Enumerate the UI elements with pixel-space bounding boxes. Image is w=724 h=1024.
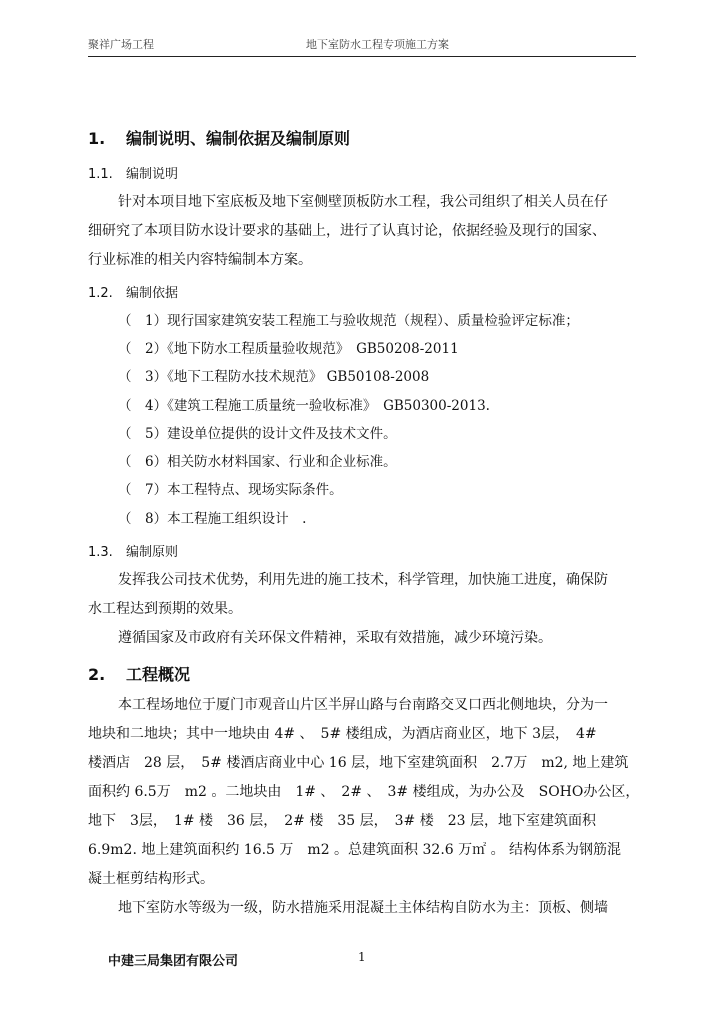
section-title: 编制说明 [126,167,179,182]
section-1-1-heading [88,166,178,184]
header-document-title: 地下室防水工程专项施工方案 [306,38,449,51]
section-1-3-heading [88,544,178,562]
paragraph-line: 地块和二地块；其中一地块由 4# 、 5# 楼组成，为酒店商业区，地下 3层， 4# [88,726,597,742]
paragraph-line: 凝土框剪结构形式。 [88,871,214,887]
paragraph-line: 地下 3层， 1# 楼 36 层， 2# 楼 35 层， 3# 楼 23 层，地下室建筑面积 [88,813,596,829]
footer-company-name: 中建三局集团有限公司 [108,954,239,969]
reference-item: （ 8）本工程施工组织设计 . [118,511,307,527]
paragraph-line: 遵循国家及市政府有关环保文件精神，采取有效措施，减少环境污染。 [118,630,552,646]
paragraph-line: 本工程场地位于厦门市观音山片区半屏山路与台南路交叉口西北侧地块，分为一 [118,697,608,713]
reference-item: （ 1）现行国家建筑安装工程施工与验收规范（规程）、质量检验评定标准； [118,313,579,329]
paragraph-line: 6.9m2. 地上建筑面积约 16.5 万 m2 。总建筑面积 32.6 万㎡ 。 结构体系为钢筋混 [88,842,622,858]
section-title: 编制说明、编制依据及编制原则 [126,129,351,148]
header-project-name: 聚祥广场工程 [88,38,154,51]
section-1-2-heading [88,285,178,303]
paragraph-line: 地下室防水等级为一级，防水措施采用混凝土主体结构自防水为主：顶板、侧墙 [118,900,608,916]
section-number: 1.2. [88,286,113,301]
section-1-heading [88,130,350,148]
reference-item: （ 7）本工程特点、现场实际条件。 [118,482,343,498]
section-title: 编制原则 [126,545,179,560]
paragraph-line: 楼酒店 28 层， 5# 楼酒店商业中心 16 层，地下室建筑面积 2.7万 m2, 地上建筑 [88,755,629,771]
paragraph-line: 发挥我公司技术优势，利用先进的施工技术，科学管理，加快施工进度，确保防 [118,572,608,588]
section-title: 工程概况 [126,665,191,684]
section-2-heading [88,666,190,684]
section-number: 1. [88,129,106,148]
page-number: 1 [358,950,366,964]
header-divider [88,56,636,57]
paragraph-line: 水工程达到预期的效果。 [88,601,242,617]
section-title: 编制依据 [126,286,179,301]
paragraph-line: 细研究了本项目防水设计要求的基础上，进行了认真讨论，依据经验及现行的国家、 [88,223,606,239]
paragraph-line: 面积约 6.5万 m2 。二地块由 1# 、 2# 、 3# 楼组成，为办公及 SOHO办公区， [88,784,640,800]
reference-item: （ 3）《地下工程防水技术规范》 GB50108-2008 [118,369,430,385]
reference-item: （ 5）建设单位提供的设计文件及技术文件。 [118,426,397,442]
paragraph-line: 行业标准的相关内容特编制本方案。 [88,252,312,268]
page-header [88,36,636,54]
section-number: 2. [88,665,106,684]
reference-item: （ 6）相关防水材料国家、行业和企业标准。 [118,454,397,470]
section-number: 1.1. [88,167,113,182]
section-number: 1.3. [88,545,113,560]
paragraph-line: 针对本项目地下室底板及地下室侧壁顶板防水工程，我公司组织了相关人员在仔 [118,194,608,210]
reference-item: （ 2）《地下防水工程质量验收规范》 GB50208-2011 [118,341,459,357]
reference-item: （ 4）《建筑工程施工质量统一验收标准》 GB50300-2013. [118,398,490,414]
